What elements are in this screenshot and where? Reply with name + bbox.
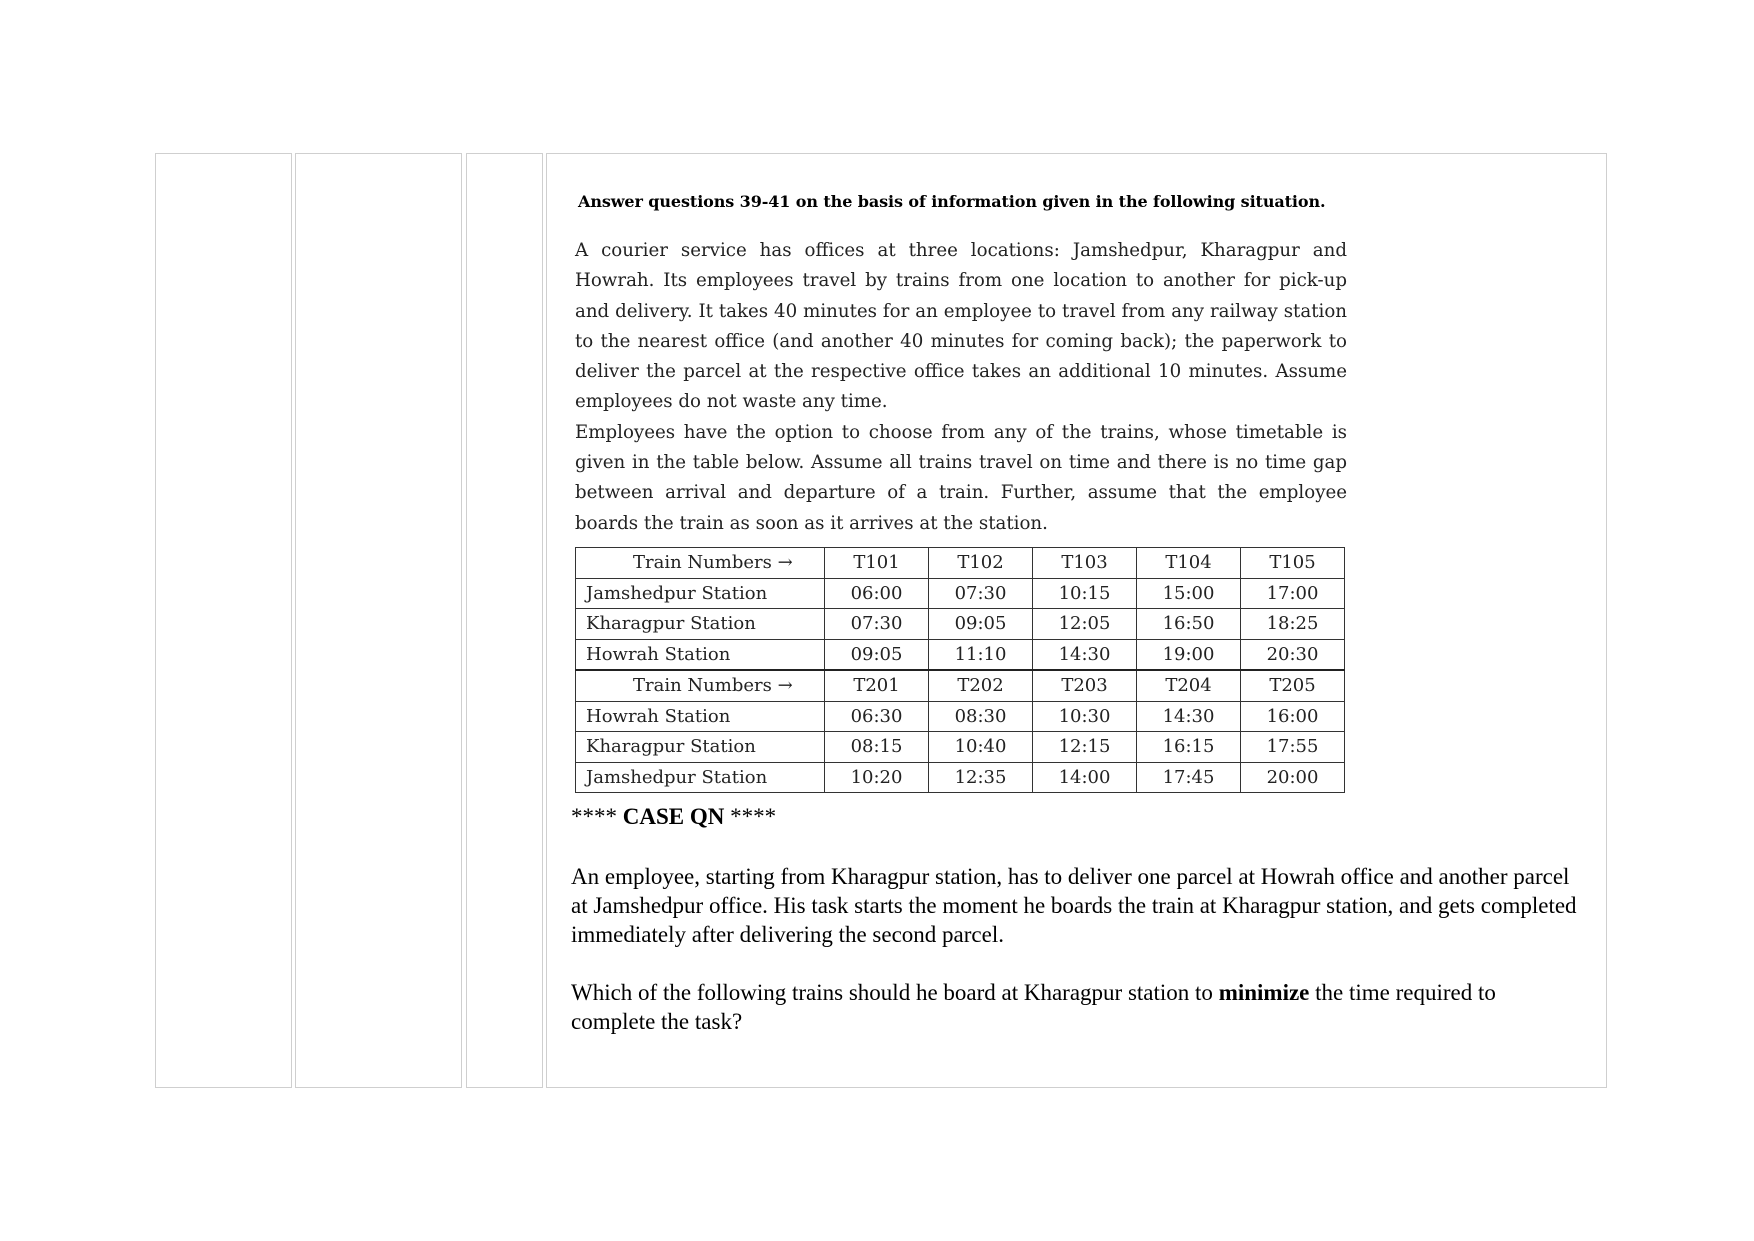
table-row (576, 762, 1345, 793)
time-cell: 12:05 (1033, 609, 1137, 640)
time-cell: 10:40 (929, 732, 1033, 763)
question-emphasis: minimize (1218, 980, 1310, 1005)
train-timetable (575, 547, 1345, 793)
train-number-cell: T102 (929, 548, 1033, 579)
question-text-after: the time required to complete the task? (571, 980, 1496, 1034)
time-cell: 12:35 (929, 762, 1033, 793)
timetable-header-row (576, 548, 1345, 579)
time-cell: 20:00 (1241, 762, 1345, 793)
time-cell: 06:30 (825, 701, 929, 732)
excerpt-heading: Answer questions 39-41 on the basis of information given in the following situation. (578, 192, 1326, 211)
time-cell: 10:20 (825, 762, 929, 793)
case-stars-left: **** (571, 804, 617, 829)
time-cell: 12:15 (1033, 732, 1137, 763)
station-cell: Kharagpur Station (576, 732, 825, 763)
question-paragraph-2 (571, 978, 1581, 1036)
time-cell: 16:50 (1137, 609, 1241, 640)
train-number-cell: T104 (1137, 548, 1241, 579)
table-row (576, 609, 1345, 640)
time-cell: 10:15 (1033, 578, 1137, 609)
time-cell: 09:05 (929, 609, 1033, 640)
time-cell: 08:30 (929, 701, 1033, 732)
station-cell: Jamshedpur Station (576, 578, 825, 609)
table-row (576, 639, 1345, 670)
train-number-cell: T202 (929, 670, 1033, 701)
case-label: CASE QN (622, 804, 725, 829)
excerpt-paragraph-2: Employees have the option to choose from any of the trains, whose timetable is given in the table below. Assume all trains travel on time and there is no time gap between arrival and departure of a train. Further, assume that the employee boards the train as soon as it arrives at the station. (575, 421, 1347, 534)
header-label-cell: Train Numbers → (576, 670, 825, 701)
time-cell: 20:30 (1241, 639, 1345, 670)
train-number-cell: T105 (1241, 548, 1345, 579)
train-number-cell: T204 (1137, 670, 1241, 701)
train-number-cell: T103 (1033, 548, 1137, 579)
header-label-cell: Train Numbers → (576, 548, 825, 579)
layout-column-3 (466, 153, 543, 1088)
station-cell: Howrah Station (576, 639, 825, 670)
layout-column-2 (295, 153, 462, 1088)
station-cell: Kharagpur Station (576, 609, 825, 640)
time-cell: 09:05 (825, 639, 929, 670)
case-question-label (571, 804, 776, 830)
train-number-cell: T201 (825, 670, 929, 701)
station-cell: Howrah Station (576, 701, 825, 732)
time-cell: 08:15 (825, 732, 929, 763)
time-cell: 17:45 (1137, 762, 1241, 793)
question-paragraph-1: An employee, starting from Kharagpur station, has to deliver one parcel at Howrah office and another parcel at Jamshedpur office. His task starts the moment he boards the train at Kharagpur station, and gets completed immediately after delivering the second parcel. (571, 864, 1577, 947)
case-stars-right: **** (730, 804, 777, 829)
layout-column-1 (155, 153, 292, 1088)
excerpt-paragraph-1: A courier service has offices at three locations: Jamshedpur, Kharagpur and Howrah. Its employees travel by trains from one location to another for pick-up and delivery. It takes 40 minutes for an employee to travel from any railway station to the nearest office (and another 40 minutes for coming back); the paperwork to deliver the parcel at the respective office takes an additional 10 minutes. Assume employees do not waste any time. (575, 240, 1347, 413)
time-cell: 14:30 (1137, 701, 1241, 732)
time-cell: 19:00 (1137, 639, 1241, 670)
question-text-before: Which of the following trains should he board at Kharagpur station to (571, 980, 1219, 1005)
time-cell: 18:25 (1241, 609, 1345, 640)
time-cell: 16:15 (1137, 732, 1241, 763)
time-cell: 15:00 (1137, 578, 1241, 609)
table-row (576, 732, 1345, 763)
station-cell: Jamshedpur Station (576, 762, 825, 793)
time-cell: 14:00 (1033, 762, 1137, 793)
time-cell: 06:00 (825, 578, 929, 609)
time-cell: 16:00 (1241, 701, 1345, 732)
time-cell: 07:30 (929, 578, 1033, 609)
train-number-cell: T203 (1033, 670, 1137, 701)
train-number-cell: T101 (825, 548, 929, 579)
time-cell: 07:30 (825, 609, 929, 640)
table-row (576, 578, 1345, 609)
table-row (576, 701, 1345, 732)
train-number-cell: T205 (1241, 670, 1345, 701)
time-cell: 17:55 (1241, 732, 1345, 763)
time-cell: 14:30 (1033, 639, 1137, 670)
time-cell: 10:30 (1033, 701, 1137, 732)
time-cell: 11:10 (929, 639, 1033, 670)
timetable-header-row (576, 670, 1345, 701)
excerpt-body (575, 236, 1347, 539)
time-cell: 17:00 (1241, 578, 1345, 609)
